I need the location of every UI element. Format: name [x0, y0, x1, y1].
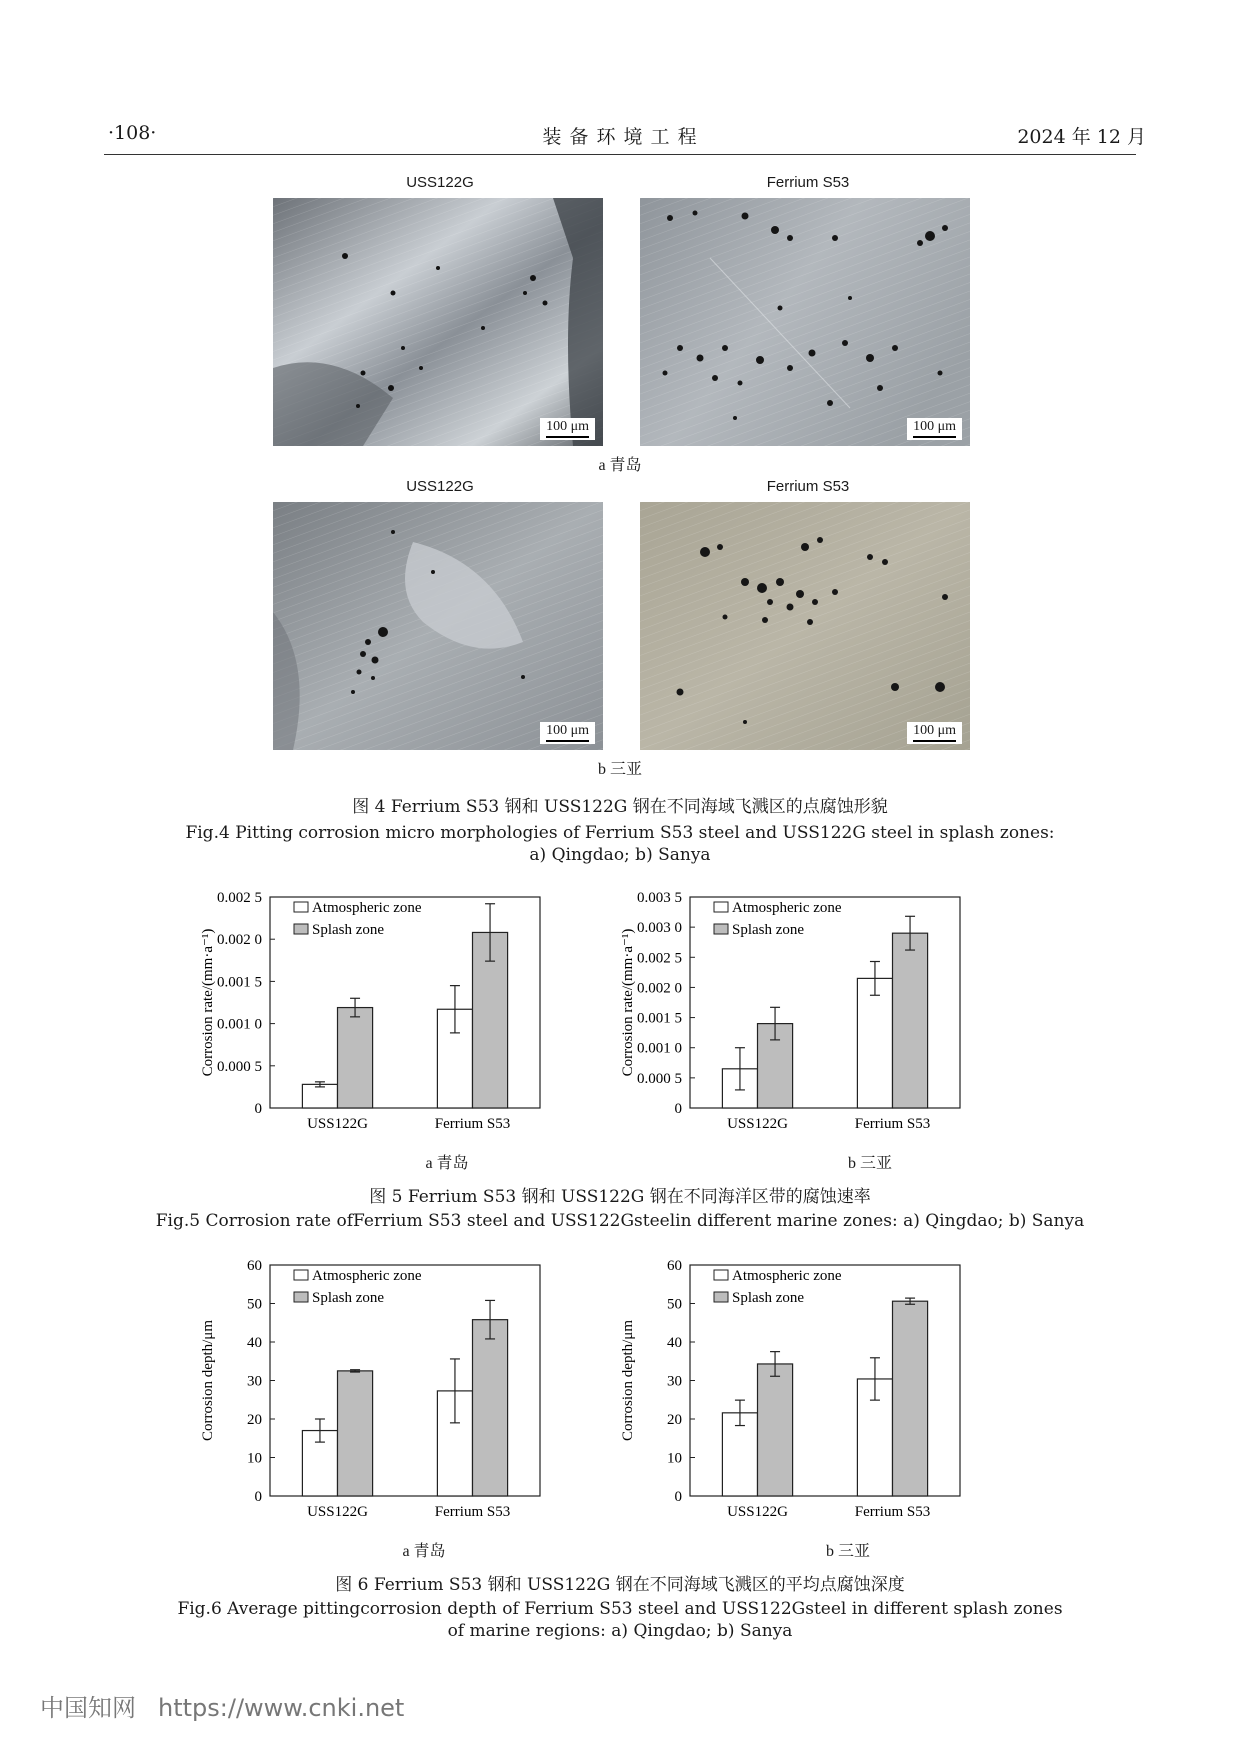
legend-swatch	[714, 924, 728, 934]
legend-label: Splash zone	[312, 922, 385, 938]
scale-bar	[540, 418, 595, 440]
bar	[338, 1371, 373, 1496]
scale-bar	[540, 722, 595, 744]
fig6-caption-en-cont: of marine regions: a) Qingdao; b) Sanya	[447, 1621, 793, 1641]
scale-bar	[907, 418, 962, 440]
legend-label: Atmospheric zone	[732, 900, 842, 916]
fig4-panel-label: Ferrium S53	[766, 174, 850, 191]
legend-label: Atmospheric zone	[732, 1268, 842, 1284]
legend-swatch	[294, 902, 308, 912]
legend-label: Splash zone	[732, 1290, 805, 1306]
y-tick-label: 0	[674, 1101, 682, 1117]
x-tick-label: USS122G	[727, 1116, 788, 1132]
y-tick-label: 0.001 5	[637, 1010, 682, 1027]
fig4-caption-cn: 图 4 Ferrium S53 钢和 USS122G 钢在不同海域飞溅区的点腐蚀形貌	[352, 797, 888, 817]
fig4-panel-label: USS122G	[406, 174, 474, 191]
corrosion-depth-chart-qingdao	[200, 1248, 620, 1538]
header-rule	[104, 154, 1136, 155]
fig4-panel-label: Ferrium S53	[766, 478, 850, 495]
x-tick-label: Ferrium S53	[434, 1504, 511, 1520]
legend-swatch	[714, 1292, 728, 1302]
scale-bar-label: 100 μm	[546, 723, 589, 738]
cnki-watermark[interactable]	[40, 1688, 404, 1723]
y-tick-label: 0	[674, 1489, 682, 1505]
fig4-caption-en: Fig.4 Pitting corrosion micro morphologies of Ferrium S53 steel and USS122G steel in splash zones:	[185, 823, 1055, 843]
corrosion-rate-chart-qingdao	[200, 880, 620, 1150]
legend-swatch	[294, 1270, 308, 1280]
y-tick-label: 0.001 0	[217, 1016, 262, 1033]
bar	[302, 1084, 337, 1108]
page-number: ·108·	[108, 122, 157, 144]
fig5-subcaption-a: a 青岛	[425, 1155, 469, 1172]
fig6-subcaption-a: a 青岛	[402, 1543, 446, 1560]
corrosion-rate-chart-sanya	[620, 880, 1040, 1150]
y-tick-label: 50	[247, 1296, 262, 1313]
y-tick-label: 0.003 0	[637, 920, 682, 937]
legend-label: Atmospheric zone	[312, 1268, 422, 1284]
fig4-subcaption-b: b 三亚	[597, 761, 642, 778]
y-tick-label: 30	[667, 1373, 682, 1390]
y-tick-label: 0.002 5	[217, 890, 262, 906]
legend-label: Atmospheric zone	[312, 900, 422, 916]
y-tick-label: 0.001 5	[217, 974, 262, 991]
issue-date: 2024 年 12 月	[1017, 126, 1146, 148]
y-axis-label: Corrosion depth/μm	[200, 1320, 216, 1441]
x-tick-label: Ferrium S53	[854, 1116, 931, 1132]
y-tick-label: 20	[247, 1412, 262, 1428]
scale-bar-label: 100 μm	[913, 419, 956, 434]
x-tick-label: USS122G	[727, 1504, 788, 1520]
watermark-brand: 中国知网	[40, 1694, 136, 1722]
micrograph-uss122g-sanya	[273, 502, 603, 750]
bar	[338, 1008, 373, 1108]
legend-label: Splash zone	[732, 922, 805, 938]
legend-label: Splash zone	[312, 1290, 385, 1306]
fig5-subcaption-b: b 三亚	[847, 1155, 892, 1172]
y-tick-label: 60	[667, 1258, 682, 1274]
y-tick-label: 50	[667, 1296, 682, 1313]
y-tick-label: 10	[667, 1450, 682, 1467]
y-tick-label: 30	[247, 1373, 262, 1390]
y-tick-label: 0.002 5	[637, 950, 682, 967]
fig4-subcaption-a: a 青岛	[598, 457, 642, 474]
bar	[893, 1301, 928, 1496]
micrograph-ferrium-s53-qingdao	[640, 198, 970, 446]
x-tick-label: Ferrium S53	[434, 1116, 511, 1132]
legend-swatch	[714, 902, 728, 912]
bar	[473, 1320, 508, 1496]
bar	[857, 978, 892, 1108]
y-tick-label: 20	[667, 1412, 682, 1428]
micrograph-ferrium-s53-sanya	[640, 502, 970, 750]
legend-swatch	[294, 924, 308, 934]
y-axis-label: Corrosion depth/μm	[620, 1320, 636, 1441]
y-tick-label: 0	[254, 1101, 262, 1117]
fig6-caption-en: Fig.6 Average pittingcorrosion depth of Ferrium S53 steel and USS122Gsteel in different splash zones	[177, 1599, 1063, 1619]
fig5-caption-cn: 图 5 Ferrium S53 钢和 USS122G 钢在不同海洋区带的腐蚀速率	[369, 1187, 871, 1207]
fig6-caption-cn: 图 6 Ferrium S53 钢和 USS122G 钢在不同海域飞溅区的平均点腐蚀深度	[335, 1575, 905, 1595]
x-tick-label: Ferrium S53	[854, 1504, 931, 1520]
bar	[893, 933, 928, 1108]
y-tick-label: 10	[247, 1450, 262, 1467]
corrosion-depth-chart-sanya	[620, 1248, 1040, 1538]
y-axis-label: Corrosion rate/(mm·a⁻¹)	[620, 928, 636, 1077]
y-tick-label: 0.000 5	[637, 1070, 682, 1087]
scale-bar	[907, 722, 962, 744]
fig5-caption-en: Fig.5 Corrosion rate ofFerrium S53 steel and USS122Gsteelin different marine zones: a) Qingdao; b) Sanya	[155, 1211, 1085, 1231]
y-axis-label: Corrosion rate/(mm·a⁻¹)	[200, 928, 216, 1077]
y-tick-label: 0.002 0	[637, 980, 682, 997]
legend-swatch	[294, 1292, 308, 1302]
scale-bar-label: 100 μm	[913, 723, 956, 738]
fig6-subcaption-b: b 三亚	[825, 1543, 870, 1560]
watermark-url[interactable]: https://www.cnki.net	[158, 1694, 405, 1722]
y-tick-label: 40	[667, 1335, 682, 1351]
y-tick-label: 60	[247, 1258, 262, 1274]
micrograph-uss122g-qingdao	[273, 198, 603, 446]
fig4-panel-label: USS122G	[406, 478, 474, 495]
y-tick-label: 0.003 5	[637, 890, 682, 906]
y-tick-label: 40	[247, 1335, 262, 1351]
x-tick-label: USS122G	[307, 1116, 368, 1132]
x-tick-label: USS122G	[307, 1504, 368, 1520]
legend-swatch	[714, 1270, 728, 1280]
y-tick-label: 0.000 5	[217, 1058, 262, 1075]
y-tick-label: 0	[254, 1489, 262, 1505]
bar	[758, 1364, 793, 1496]
journal-title: 装 备 环 境 工 程	[542, 126, 698, 148]
y-tick-label: 0.001 0	[637, 1040, 682, 1057]
fig4-caption-en-cont: a) Qingdao; b) Sanya	[529, 845, 711, 865]
y-tick-label: 0.002 0	[217, 932, 262, 949]
scale-bar-label: 100 μm	[546, 419, 589, 434]
